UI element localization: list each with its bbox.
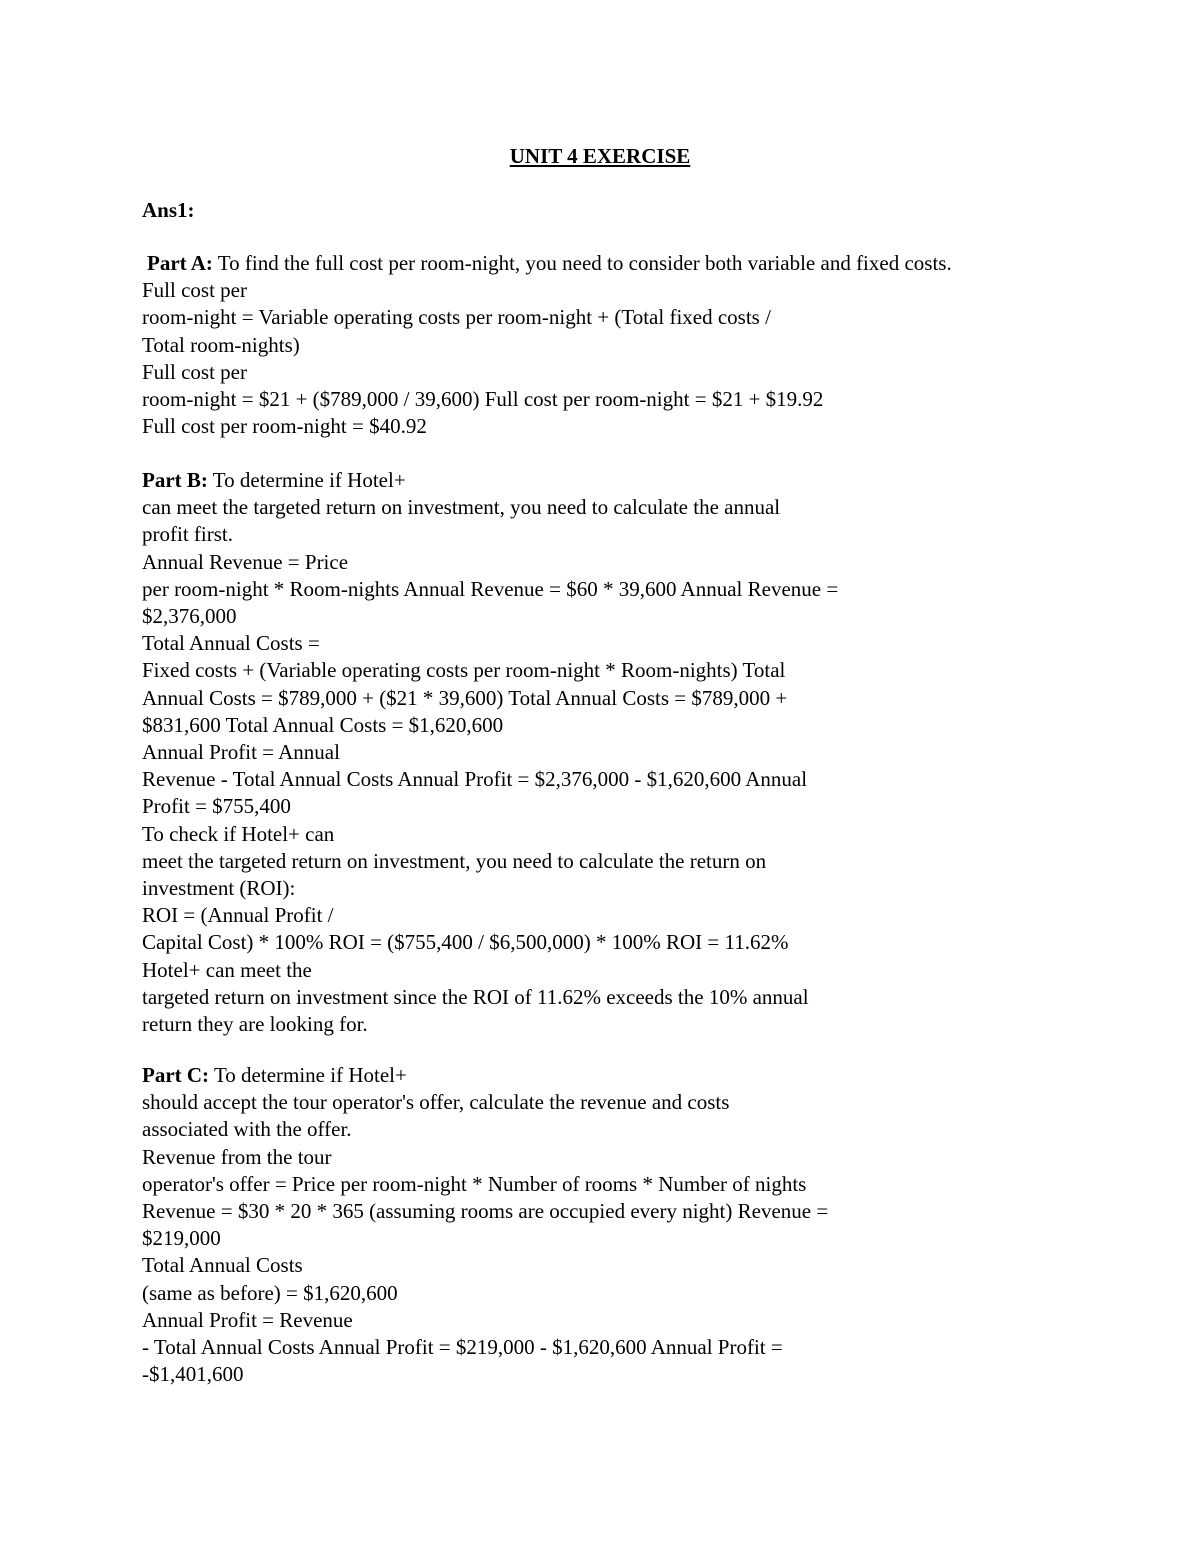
part-c-line: Revenue from the tour [142,1144,332,1169]
part-b-line: Profit = $755,400 [142,794,291,819]
part-c-line: -$1,401,600 [142,1362,244,1387]
part-a-line: room-night = $21 + ($789,000 / 39,600) Full cost per room-night = $21 + $19.92 [142,387,824,412]
part-a-line: Full cost per [142,278,247,303]
part-b-section [142,467,1102,1038]
part-c-text: To determine if Hotel+ [213,1063,407,1087]
part-b-line: per room-night * Room-nights Annual Revenue = $60 * 39,600 Annual Revenue = [142,576,839,601]
part-a-line: Full cost per room-night = $40.92 [142,414,427,439]
part-a-section [142,250,1102,440]
part-b-line: can meet the targeted return on investment, you need to calculate the annual [142,495,781,520]
part-c-line: operator's offer = Price per room-night * Number of rooms * Number of nights [142,1171,807,1196]
part-b-line: To check if Hotel+ can [142,821,335,846]
part-a-label: Part A: [147,251,213,275]
part-a-line: Full cost per [142,359,247,384]
part-b-line: Revenue - Total Annual Costs Annual Profit = $2,376,000 - $1,620,600 Annual [142,767,808,792]
part-b-line: $831,600 Total Annual Costs = $1,620,600 [142,712,504,737]
part-b-line: Annual Profit = Annual [142,740,340,765]
part-b-line: profit first. [142,522,233,547]
part-c-line: Revenue = $30 * 20 * 365 (assuming rooms are occupied every night) Revenue = [142,1199,829,1224]
part-b-line: meet the targeted return on investment, you need to calculate the return on [142,848,767,873]
part-c-line: (same as before) = $1,620,600 [142,1280,398,1305]
part-b-line: Annual Costs = $789,000 + ($21 * 39,600) Total Annual Costs = $789,000 + [142,685,788,710]
part-b-line [142,467,1102,494]
part-b-line: Fixed costs + (Variable operating costs per room-night * Room-nights) Total [142,658,786,683]
part-c-label: Part C: [142,1063,210,1087]
part-a-line [142,250,1102,277]
part-c-line: - Total Annual Costs Annual Profit = $219,000 - $1,620,600 Annual Profit = [142,1335,783,1360]
part-a-line: room-night = Variable operating costs per room-night + (Total fixed costs / [142,305,771,330]
part-c-line: Annual Profit = Revenue [142,1307,353,1332]
part-b-line: Total Annual Costs = [142,631,320,656]
part-c-section [142,1062,1102,1388]
part-c-line: should accept the tour operator's offer, calculate the revenue and costs [142,1090,730,1115]
part-b-line: $2,376,000 [142,604,237,629]
answer-label: Ans1: [142,198,195,222]
part-b-line: return they are looking for. [142,1012,368,1037]
document-title: UNIT 4 EXERCISE [509,144,691,168]
part-b-line: Capital Cost) * 100% ROI = ($755,400 / $6,500,000) * 100% ROI = 11.62% [142,930,789,955]
part-a-text: To find the full cost per room-night, you need to consider both variable and fixed costs. [217,251,952,275]
part-a-line: Total room-nights) [142,332,300,357]
part-c-line [142,1062,1102,1089]
part-b-line: Annual Revenue = Price [142,549,349,574]
part-c-line: associated with the offer. [142,1117,352,1142]
part-b-line: targeted return on investment since the ROI of 11.62% exceeds the 10% annual [142,984,809,1009]
part-c-line: Total Annual Costs [142,1253,303,1278]
part-b-line: investment (ROI): [142,876,296,901]
part-b-line: Hotel+ can meet the [142,957,312,982]
part-c-line: $219,000 [142,1226,221,1251]
part-b-label: Part B: [142,468,208,492]
part-b-text: To determine if Hotel+ [212,468,406,492]
part-b-line: ROI = (Annual Profit / [142,903,334,928]
